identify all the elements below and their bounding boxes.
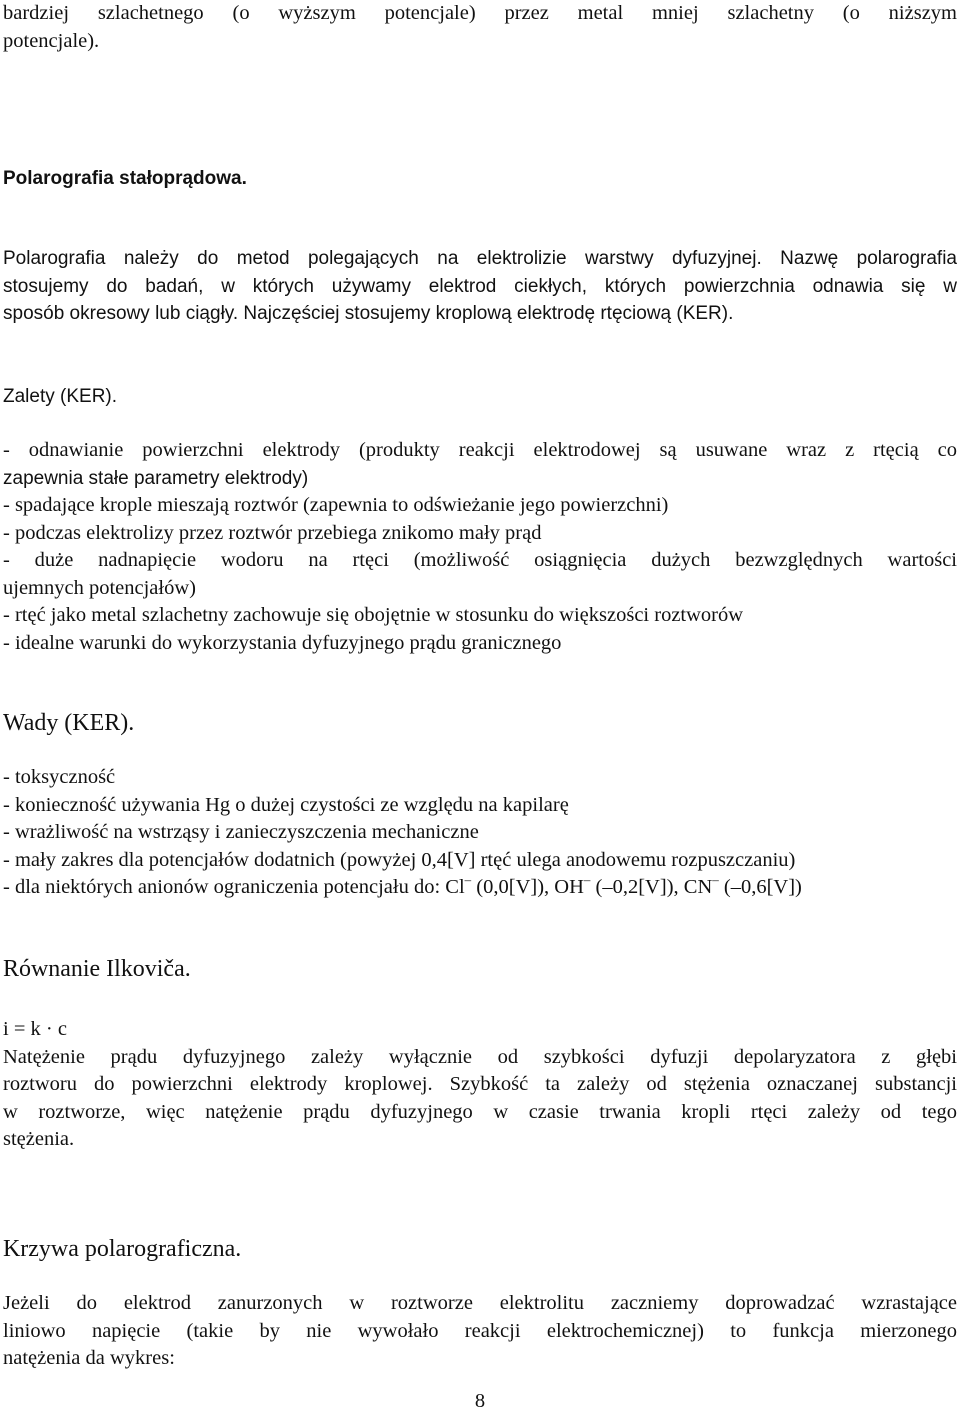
paragraph-line: liniowo napięcie (takie by nie wywołało reakcji elektrochemicznej) to funkcja mierzonego: [3, 1319, 957, 1342]
paragraph-line: sposób okresowy lub ciągły. Najczęściej stosujemy kroplową elektrodę rtęciową (KER).: [3, 303, 734, 324]
disadvantages-list: [3, 764, 957, 903]
ilkovic-block: [3, 1016, 957, 1154]
paragraph-line: stosujemy do badań, w których używamy elektrod ciekłych, których powierzchnia odnawia się w: [3, 275, 957, 297]
list-item-text: (–0,6[V]): [718, 876, 802, 898]
page-number: 8: [474, 1390, 486, 1412]
list-item: - toksyczność: [3, 766, 116, 788]
section-heading-dc-polarography: Polarografia stałoprądowa.: [3, 168, 247, 189]
list-item: - odnawianie powierzchni elektrody (produkty reakcji elektrodowej są usuwane wraz z rtęcią co: [3, 439, 957, 461]
paragraph-line: Natężenie prądu dyfuzyjnego zależy wyłącznie od szybkości dyfuzji depolaryzatora z głębi: [3, 1045, 957, 1068]
intro-line: bardziej szlachetnego (o wyższym potencjale) przez metal mniej szlachetny (o niższym: [3, 2, 957, 24]
list-item: - rtęć jako metal szlachetny zachowuje się obojętnie w stosunku do większości roztworów: [3, 604, 744, 626]
list-item: - wrażliwość na wstrząsy i zanieczyszczenia mechaniczne: [3, 821, 479, 843]
ilkovic-heading: Równanie Ilkoviča.: [3, 956, 191, 982]
advantages-heading: Zalety (KER).: [3, 386, 118, 407]
list-item: - konieczność używania Hg o dużej czystości ze względu na kapilarę: [3, 793, 569, 816]
paragraph-line: natężenia da wykres:: [3, 1347, 175, 1369]
list-item-continuation: ujemnych potencjałów): [3, 576, 196, 599]
equation: i = k · c: [3, 1018, 67, 1040]
list-item: - duże nadnapięcie wodoru na rtęci (możliwość osiągnięcia dużych bezwzględnych wartości: [3, 549, 957, 571]
advantages-list: [3, 437, 957, 657]
intro-line: potencjale).: [3, 29, 100, 52]
paragraph-line: Jeżeli do elektrod zanurzonych w roztworze elektrolitu zaczniemy doprowadzać wzrastające: [3, 1292, 957, 1314]
disadvantages-heading: Wady (KER).: [3, 710, 135, 736]
charge-superscript: –: [712, 872, 719, 887]
charge-superscript: –: [583, 872, 591, 887]
paragraph-line: stężenia.: [3, 1128, 75, 1150]
list-item: - spadające krople mieszają roztwór (zapewnia to odświeżanie jego powierzchni): [3, 494, 669, 516]
paragraph-line: Polarografia należy do metod polegających na elektrolizie warstwy dyfuzyjnej. Nazwę polarografia: [3, 248, 957, 269]
polarographic-curve-paragraph: [3, 1290, 957, 1373]
list-item-text: (0,0[V]), OH: [471, 876, 584, 898]
list-item: - mały zakres dla potencjałów dodatnich (powyżej 0,4[V] rtęć ulega anodowemu rozpuszczaniu): [3, 848, 796, 871]
charge-superscript: –: [464, 872, 472, 887]
list-item: [3, 874, 957, 903]
list-item: - podczas elektrolizy przez roztwór przebiega znikomo mały prąd: [3, 521, 542, 544]
list-item-continuation: zapewnia stałe parametry elektrody): [3, 467, 309, 489]
list-item-text: - dla niektórych anionów ograniczenia potencjału do: Cl: [3, 876, 465, 898]
polarographic-curve-heading: Krzywa polarograficzna.: [3, 1236, 242, 1262]
list-item-text: (–0,2[V]), CN: [590, 876, 713, 898]
paragraph-line: roztworu do powierzchni elektrody kroplowej. Szybkość ta zależy od stężenia oznaczanej substancji: [3, 1073, 957, 1095]
dc-polarography-paragraph: [3, 245, 957, 328]
paragraph-line: w roztworze, więc natężenie prądu dyfuzyjnego w czasie trwania kropli rtęci zależy od tego: [3, 1100, 957, 1123]
list-item: - idealne warunki do wykorzystania dyfuzyjnego prądu granicznego: [3, 631, 562, 654]
intro-paragraph: [3, 0, 957, 55]
